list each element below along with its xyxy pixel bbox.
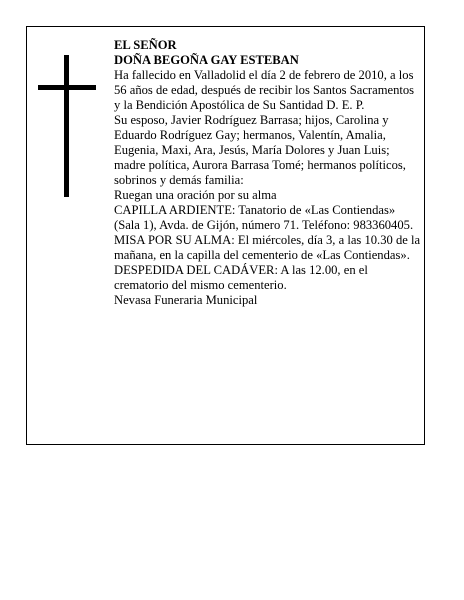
family-list: Su esposo, Javier Rodríguez Barrasa; hijos, Carolina y Eduardo Rodríguez Gay; hermanos, Valentín, Amalia, Eugenia, Maxi, Ara, Jesús, María Dolores y Juan Luis; madre política, Aurora Barrasa Tomé; hermanos políticos, sobrinos y demás familia: bbox=[114, 113, 406, 187]
mass-info: MISA POR SU ALMA: El miércoles, día 3, a las 10.30 de la mañana, en la capilla del cementerio de «Las Contiendas». bbox=[114, 233, 421, 262]
cross-horizontal-bar bbox=[38, 85, 96, 90]
prayer-request: Ruegan una oración por su alma bbox=[114, 188, 277, 202]
death-announcement: Ha fallecido en Valladolid el día 2 de febrero de 2010, a los 56 años de edad, después de recibir los Santos Sacramentos y la Bendición Apostólica de Su Santidad D. E. P. bbox=[114, 68, 415, 112]
obituary-text bbox=[114, 38, 422, 308]
funeral-home: Nevasa Funeraria Municipal bbox=[114, 293, 258, 307]
cross-vertical-bar bbox=[64, 55, 69, 197]
deceased-name: DOÑA BEGOÑA GAY ESTEBAN bbox=[114, 53, 299, 67]
farewell-info: DESPEDIDA DEL CADÁVER: A las 12.00, en el crematorio del mismo cementerio. bbox=[114, 263, 368, 292]
chapel-info: CAPILLA ARDIENTE: Tanatorio de «Las Contiendas» (Sala 1), Avda. de Gijón, número 71. Teléfono: 983360405. bbox=[114, 203, 414, 232]
cross-icon bbox=[38, 55, 96, 197]
notice-title: EL SEÑOR bbox=[114, 38, 177, 52]
